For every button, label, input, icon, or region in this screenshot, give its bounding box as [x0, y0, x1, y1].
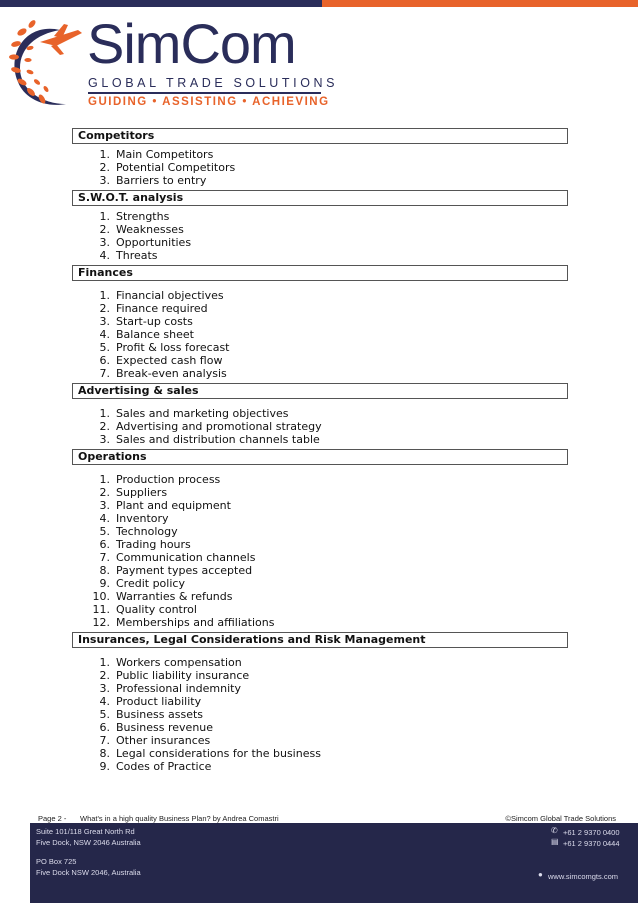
list-item	[72, 760, 568, 773]
phone-number: +61 2 9370 0400	[563, 828, 620, 837]
list-item	[72, 328, 568, 341]
item-label: Balance sheet	[116, 328, 194, 341]
item-number: 3.	[99, 499, 110, 512]
item-number: 5.	[99, 708, 110, 721]
item-number: 4.	[99, 695, 110, 708]
item-number: 12.	[92, 616, 110, 629]
list-item	[72, 564, 568, 577]
item-label: Product liability	[116, 695, 202, 708]
list-item	[72, 367, 568, 380]
list-item	[72, 341, 568, 354]
logo-divider	[88, 92, 321, 94]
phone-icon: ✆	[551, 826, 558, 835]
list-item	[72, 577, 568, 590]
list-item	[72, 603, 568, 616]
item-label: Credit policy	[116, 577, 185, 590]
item-number: 3.	[99, 315, 110, 328]
item-label: Barriers to entry	[116, 174, 207, 187]
item-list	[72, 465, 568, 629]
list-item	[72, 538, 568, 551]
item-list	[72, 648, 568, 773]
section-advertising-sales	[72, 383, 568, 446]
item-label: Codes of Practice	[116, 760, 212, 773]
item-number: 1.	[99, 473, 110, 486]
item-number: 2.	[99, 223, 110, 236]
list-item	[72, 407, 568, 420]
list-item	[72, 354, 568, 367]
top-bar-orange	[322, 0, 638, 7]
item-number: 8.	[99, 564, 110, 577]
item-number: 5.	[99, 341, 110, 354]
list-item	[72, 223, 568, 236]
website-link[interactable]: www.simcomgts.com	[548, 872, 619, 881]
list-item	[72, 708, 568, 721]
contact-footer	[30, 823, 638, 903]
item-number: 9.	[99, 760, 110, 773]
list-item	[72, 420, 568, 433]
item-label: Strengths	[116, 210, 170, 223]
item-number: 5.	[99, 525, 110, 538]
list-item	[72, 525, 568, 538]
item-label: Workers compensation	[116, 656, 242, 669]
section-insurances-legal-risk	[72, 632, 568, 773]
item-label: Opportunities	[116, 236, 192, 249]
item-number: 3.	[99, 236, 110, 249]
item-list	[72, 399, 568, 446]
logo-emblem-icon	[4, 12, 86, 112]
list-item	[72, 656, 568, 669]
fax-icon: ▤	[551, 837, 559, 846]
section-header: Advertising & sales	[72, 383, 568, 399]
item-number: 6.	[99, 538, 110, 551]
section-swot-analysis	[72, 190, 568, 262]
list-item	[72, 473, 568, 486]
section-operations	[72, 449, 568, 629]
list-item	[72, 315, 568, 328]
item-number: 7.	[99, 551, 110, 564]
item-number: 4.	[99, 249, 110, 262]
list-item	[72, 682, 568, 695]
item-label: Production process	[116, 473, 221, 486]
item-label: Professional indemnity	[116, 682, 241, 695]
document-body	[72, 128, 568, 776]
list-item	[72, 747, 568, 760]
list-item	[72, 590, 568, 603]
item-label: Sales and marketing objectives	[116, 407, 289, 420]
item-label: Financial objectives	[116, 289, 224, 302]
list-item	[72, 512, 568, 525]
list-item	[72, 616, 568, 629]
item-label: Payment types accepted	[116, 564, 253, 577]
document-title: What's in a high quality Business Plan? by Andrea Comastri	[80, 814, 279, 823]
item-label: Break-even analysis	[116, 367, 227, 380]
item-number: 4.	[99, 328, 110, 341]
item-label: Suppliers	[116, 486, 168, 499]
item-number: 3.	[99, 433, 110, 446]
section-header: Competitors	[72, 128, 568, 144]
item-label: Expected cash flow	[116, 354, 223, 367]
page-number: Page 2 -	[38, 814, 67, 823]
item-number: 2.	[99, 302, 110, 315]
list-item	[72, 734, 568, 747]
item-label: Quality control	[116, 603, 197, 616]
item-label: Other insurances	[116, 734, 211, 747]
list-item	[72, 289, 568, 302]
list-item	[72, 433, 568, 446]
logo-wordmark: SimCom	[87, 12, 296, 75]
list-item	[72, 695, 568, 708]
item-label: Technology	[116, 525, 178, 538]
item-number: 9.	[99, 577, 110, 590]
item-label: Profit & loss forecast	[116, 341, 230, 354]
item-number: 11.	[92, 603, 110, 616]
item-label: Advertising and promotional strategy	[116, 420, 322, 433]
item-label: Communication channels	[116, 551, 256, 564]
list-item	[72, 499, 568, 512]
list-item	[72, 174, 568, 187]
item-list	[72, 281, 568, 380]
item-number: 6.	[99, 354, 110, 367]
list-item	[72, 236, 568, 249]
item-number: 4.	[99, 512, 110, 525]
item-label: Main Competitors	[116, 148, 214, 161]
list-item	[72, 669, 568, 682]
item-number: 2.	[99, 161, 110, 174]
item-label: Business assets	[116, 708, 204, 721]
list-item	[72, 161, 568, 174]
list-item	[72, 721, 568, 734]
item-number: 2.	[99, 420, 110, 433]
item-list	[72, 206, 568, 262]
item-number: 6.	[99, 721, 110, 734]
item-label: Memberships and affiliations	[116, 616, 275, 629]
globe-icon: ●	[538, 870, 543, 879]
section-header: Insurances, Legal Considerations and Risk Management	[72, 632, 568, 648]
item-list	[72, 144, 568, 187]
item-number: 3.	[99, 174, 110, 187]
item-number: 3.	[99, 682, 110, 695]
item-label: Potential Competitors	[116, 161, 236, 174]
copyright-notice: ©Simcom Global Trade Solutions	[505, 814, 616, 823]
item-number: 7.	[99, 367, 110, 380]
fax-number: +61 2 9370 0444	[563, 839, 620, 848]
simcom-logo	[0, 8, 339, 120]
section-competitors	[72, 128, 568, 187]
item-number: 1.	[99, 407, 110, 420]
item-label: Finance required	[116, 302, 208, 315]
list-item	[72, 486, 568, 499]
list-item	[72, 249, 568, 262]
item-label: Start-up costs	[116, 315, 193, 328]
item-label: Threats	[116, 249, 158, 262]
logo-subtitle: GLOBAL TRADE SOLUTIONS	[88, 76, 339, 90]
list-item	[72, 210, 568, 223]
section-header: S.W.O.T. analysis	[72, 190, 568, 206]
item-number: 2.	[99, 486, 110, 499]
list-item	[72, 302, 568, 315]
item-number: 10.	[92, 590, 110, 603]
item-label: Trading hours	[116, 538, 191, 551]
item-label: Inventory	[116, 512, 169, 525]
item-number: 7.	[99, 734, 110, 747]
po-box-line-1: PO Box 725	[36, 857, 77, 866]
list-item	[72, 148, 568, 161]
item-label: Weaknesses	[116, 223, 184, 236]
item-number: 1.	[99, 210, 110, 223]
item-number: 1.	[99, 289, 110, 302]
po-box-line-2: Five Dock NSW 2046, Australia	[36, 868, 141, 877]
item-label: Warranties & refunds	[116, 590, 233, 603]
section-header: Operations	[72, 449, 568, 465]
address-line-2: Five Dock, NSW 2046 Australia	[36, 838, 141, 847]
list-item	[72, 551, 568, 564]
address-line-1: Suite 101/118 Great North Rd	[36, 827, 135, 836]
item-label: Plant and equipment	[116, 499, 231, 512]
top-bar-navy	[0, 0, 322, 7]
section-finances	[72, 265, 568, 380]
item-number: 1.	[99, 148, 110, 161]
item-label: Legal considerations for the business	[116, 747, 321, 760]
item-label: Sales and distribution channels table	[116, 433, 320, 446]
section-header: Finances	[72, 265, 568, 281]
item-number: 2.	[99, 669, 110, 682]
item-number: 1.	[99, 656, 110, 669]
logo-tagline: GUIDING • ASSISTING • ACHIEVING	[88, 96, 330, 108]
item-label: Public liability insurance	[116, 669, 250, 682]
item-label: Business revenue	[116, 721, 214, 734]
item-number: 8.	[99, 747, 110, 760]
